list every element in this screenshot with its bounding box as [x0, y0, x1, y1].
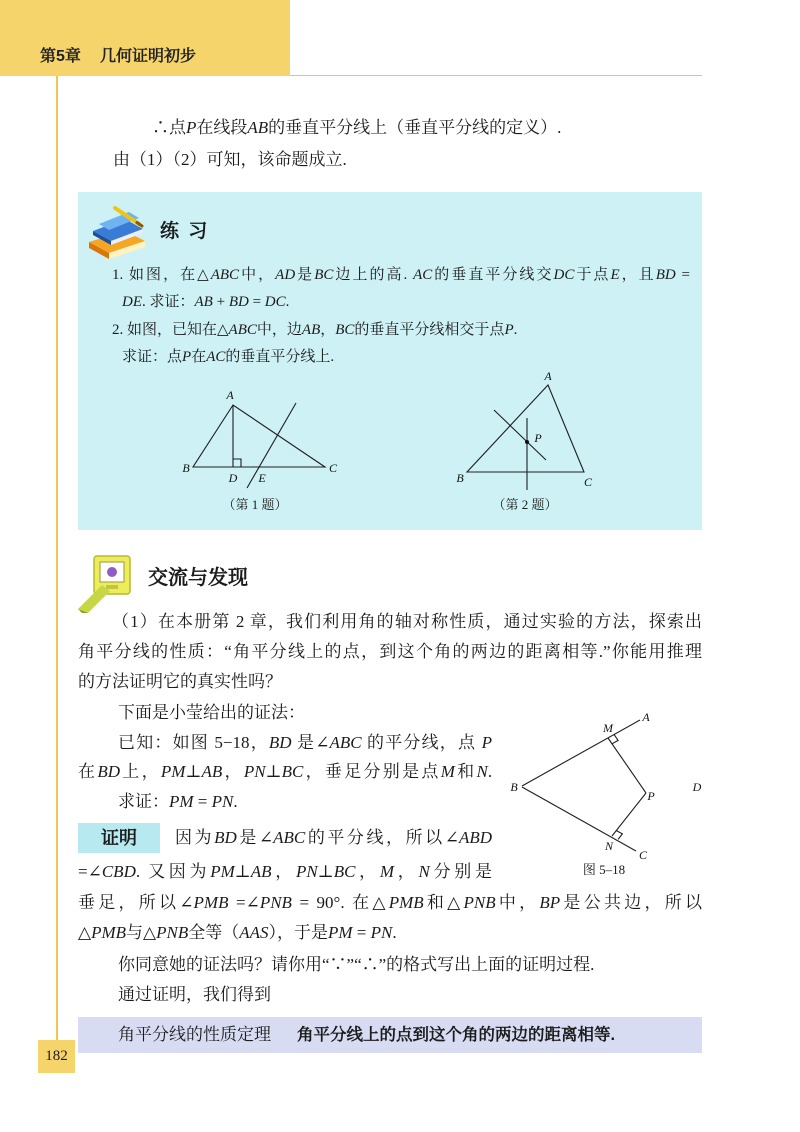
math-variable: P	[182, 349, 192, 365]
theorem-statement: 角平分线上的点到这个角的两边的距离相等.	[297, 1026, 616, 1044]
question-line-3: 的方法证明它的真实性吗？	[78, 672, 282, 691]
math-variable: AAS	[239, 923, 269, 942]
figure-5-18-caption: 图 5–18	[582, 862, 626, 877]
proof-summary-line: 由（1）（2）可知，该命题成立.	[113, 150, 347, 169]
label-b: B	[456, 471, 464, 485]
label-b: B	[182, 461, 190, 475]
math-variable: BC	[335, 322, 355, 338]
exercise-2-caption: （第 2 题）	[492, 497, 558, 512]
perpendicular-bisector-ac	[247, 403, 296, 488]
followup-line-1: 你同意她的证法吗？请你用“∵”“∴”的格式写出上面的证明过程.	[118, 955, 595, 974]
given-line-2: 在BD上，PM⊥AB，PN⊥BC，垂足分别是点M和N.	[78, 762, 493, 781]
right-angle-mark-m	[612, 735, 618, 744]
math-variable: BD	[97, 762, 120, 781]
ray-bc	[522, 787, 636, 851]
exercise-1-line-2: DE. 求证：AB + BD = DC.	[122, 294, 290, 310]
right-angle-mark-n	[616, 831, 622, 840]
math-variable: BC	[281, 762, 304, 781]
math-variable: P	[504, 322, 514, 338]
proof-label: 证明	[78, 823, 160, 853]
math-variable: P	[481, 733, 493, 752]
proof-line-3: 垂足，所以∠PMB =∠PNB = 90°. 在△PMB和△PNB中，BP是公共边，所以	[78, 893, 702, 912]
math-variable: PN	[243, 762, 266, 781]
label-n: N	[604, 839, 614, 853]
math-variable: PM	[327, 923, 353, 942]
math-variable: BC	[333, 862, 356, 881]
math-variable: PMB	[388, 893, 424, 912]
math-variable: N	[418, 862, 430, 881]
math-variable: BD	[214, 828, 237, 847]
math-variable: N	[476, 762, 488, 781]
theorem-box	[78, 1017, 702, 1053]
math-variable: BC	[314, 267, 334, 283]
math-variable: DC	[553, 267, 575, 283]
prove-line: 求证：PM = PN.	[118, 792, 238, 811]
label-d: D	[692, 780, 702, 794]
math-variable: PNB	[259, 893, 292, 912]
chapter-number: 第5章	[40, 48, 81, 65]
label-a: A	[226, 388, 234, 402]
math-variable: PN	[295, 862, 318, 881]
math-variable: PN	[211, 792, 234, 811]
label-a: A	[544, 369, 552, 383]
label-c: C	[583, 475, 593, 489]
proof-line-4: △PMB与△PNB全等（AAS），于是PM = PN.	[78, 923, 397, 942]
math-variable: PM	[160, 762, 186, 781]
margin-rule	[56, 76, 58, 1040]
math-variable: AD	[275, 267, 296, 283]
segment-pn	[612, 793, 646, 836]
exercise-2-line-2: 求证：点P在AC的垂直平分线上.	[122, 349, 335, 365]
triangle-abc	[193, 405, 325, 467]
math-variable: AB	[301, 322, 321, 338]
label-p: P	[647, 789, 655, 803]
exercise-1-caption: （第 1 题）	[222, 497, 288, 512]
question-line-2: 角平分线的性质：“角平分线上的点，到这个角的两边的距离相等.”你能用推理	[78, 642, 702, 661]
proof-line-2: =∠CBD. 又因为PM⊥AB，PN⊥BC，M，N分别是	[78, 862, 492, 881]
math-variable: ABC	[329, 733, 362, 752]
math-variable: ABC	[273, 828, 306, 847]
math-variable: BD	[268, 733, 292, 752]
label-a: A	[642, 710, 650, 724]
label-c: C	[638, 848, 648, 862]
math-variable: M	[379, 862, 395, 881]
proof-line-1: 因为BD是∠ABC的平分线，所以∠ABD	[175, 828, 493, 847]
given-line-1: 已知：如图 5−18，BD 是∠ABC 的平分线，点 P	[118, 733, 493, 752]
math-variable: PM	[210, 862, 235, 881]
ray-ba	[522, 720, 640, 786]
label-e: E	[258, 471, 266, 485]
math-variable: PNB	[463, 893, 496, 912]
proof-conclusion-line: ∴点P在线段AB的垂直平分线上（垂直平分线的定义）.	[152, 118, 562, 137]
math-variable: CBD	[101, 862, 136, 881]
exercise-2-figure	[450, 365, 600, 492]
math-variable: PM	[169, 792, 194, 811]
math-variable: PN	[370, 923, 393, 942]
theorem-name: 角平分线的性质定理	[118, 1025, 271, 1044]
segment-pm	[608, 738, 646, 793]
math-variable: AB	[201, 762, 223, 781]
math-variable: PMB	[91, 923, 127, 942]
question-line-1: （1）在本册第 2 章，我们利用角的轴对称性质，通过实验的方法，探索出	[112, 612, 702, 631]
math-variable: ABD	[458, 828, 493, 847]
followup-line-2: 通过证明，我们得到	[118, 985, 271, 1004]
math-variable: BD	[655, 267, 676, 283]
math-variable: AB	[250, 862, 272, 881]
exercise-1-figure	[178, 385, 345, 490]
math-variable: BP	[539, 893, 561, 912]
math-variable: AB	[247, 118, 269, 137]
math-variable: AB	[194, 294, 213, 310]
header-rule	[290, 75, 702, 76]
label-b: B	[510, 780, 518, 794]
math-variable: AC	[413, 267, 433, 283]
point-p	[525, 440, 529, 444]
label-p: P	[534, 431, 542, 445]
math-variable: M	[440, 762, 455, 781]
math-variable: DE	[122, 294, 142, 310]
right-angle-mark	[233, 459, 241, 467]
triangle-abc	[467, 385, 584, 472]
math-variable: P	[186, 118, 197, 137]
math-variable: BD	[228, 294, 249, 310]
math-variable: PNB	[156, 923, 189, 942]
page-number: 182	[38, 1040, 75, 1073]
exercise-2-line-1: 2. 如图，已知在△ABC中，边AB，BC的垂直平分线相交于点P.	[112, 322, 518, 338]
chapter-title: 几何证明初步	[100, 48, 197, 65]
exercise-heading: 练 习	[160, 221, 210, 242]
discussion-heading: 交流与发现	[148, 567, 248, 589]
label-c: C	[328, 461, 338, 475]
chapter-header	[0, 0, 290, 76]
math-variable: E	[610, 267, 620, 283]
math-variable: ABC	[210, 267, 240, 283]
label-m: M	[603, 721, 613, 735]
books-icon	[85, 204, 149, 262]
math-variable: DC	[264, 294, 286, 310]
exercise-box	[78, 192, 702, 530]
exercise-1-line-1: 1. 如图，在△ABC中，AD是BC边上的高. AC的垂直平分线交DC于点E，且BD =	[112, 267, 690, 283]
figure-5-18	[500, 705, 712, 861]
math-variable: ABC	[228, 322, 257, 338]
math-variable: PMB	[193, 893, 229, 912]
label-d: D	[228, 471, 238, 485]
math-variable: AC	[206, 349, 226, 365]
proof-lead-line: 下面是小莹给出的证法：	[118, 703, 305, 722]
monitor-icon	[76, 553, 138, 613]
